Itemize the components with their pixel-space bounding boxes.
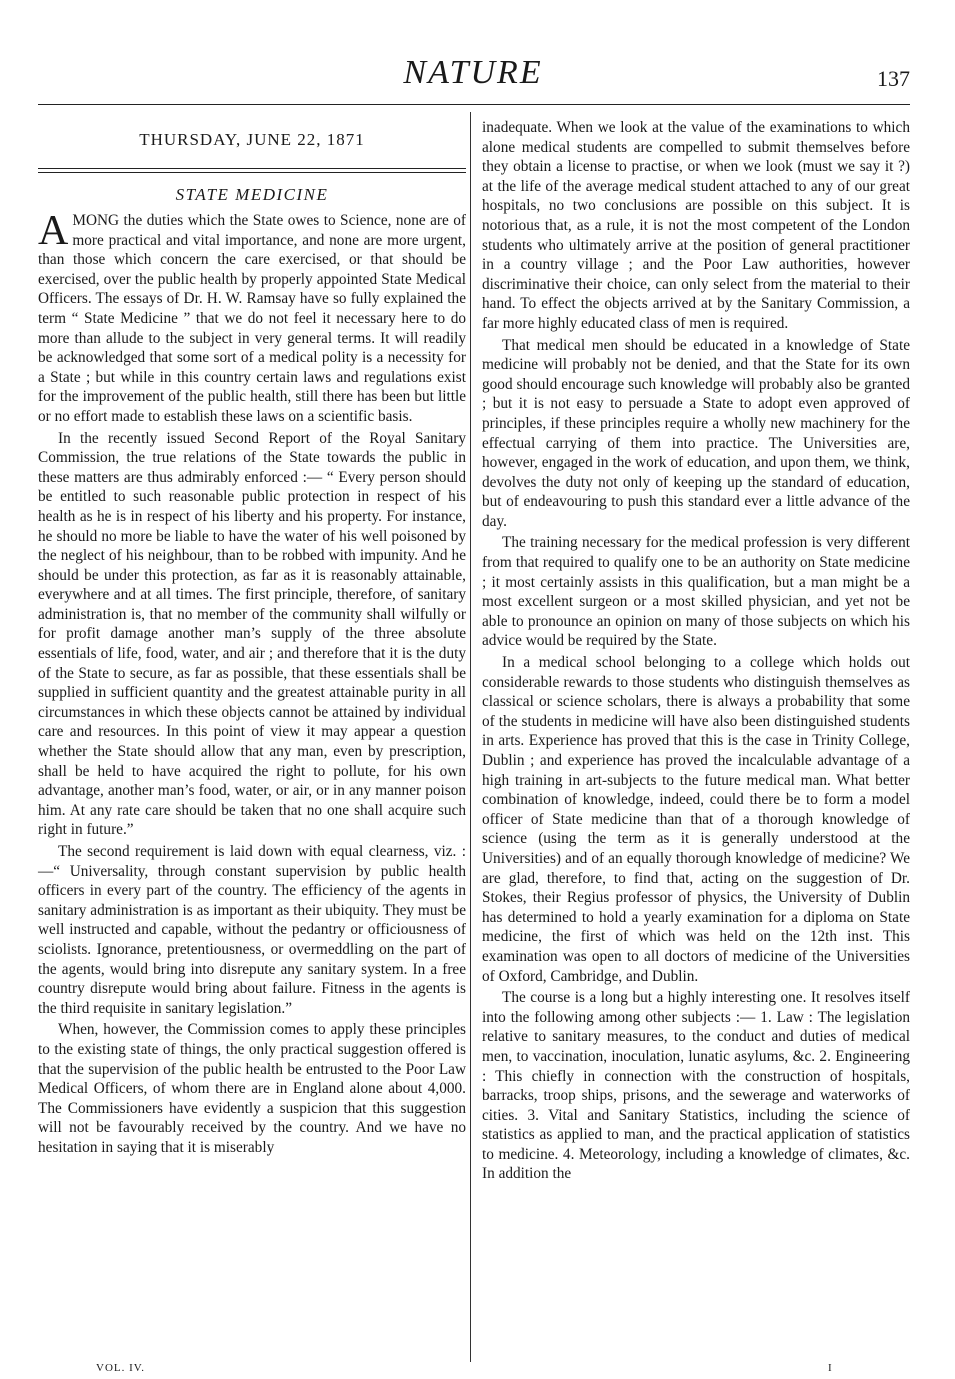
left-paragraph-2: In the recently issued Second Report of the Royal Sanitary Commission, the true relations of the State towards the public in these matters are thus admirably enforced :— “ Every person should be entitled to such reasonable public protection in respect of his health as he is in respect of his liberty and his property. For instance, he should no more be liable to have the water of his well poisoned by the neglect of his neighbour, than to be robbed with impunity. And he should be under this protection, as far as it is reasonably attainable, everywhere and at all times. The first principle, therefore, of sanitary administration is, that no member of the community shall wilfully or for profit damage another man’s supply of the three absolute essentials of life, food, water, and air ; and therefore that it is the duty of the State to secure, as far as possible, that these essentials shall be supplied in sufficient quantity and the greatest attainable purity in all circumstances in which these objects cannot be attained by individual care and resources. In this point of view it may appear a question whether the State should allow that any man, even by prescription, shall be held to have acquired the right to pollute, for his own advantage, another man’s food, water, or air, or in any manner poison him. At any rate care should be taken that no one shall acquire such right in future.” xyxy=(38,429,466,839)
signature-mark: I xyxy=(828,1362,832,1374)
left-column xyxy=(38,118,466,1158)
dateline: THURSDAY, JUNE 22, 1871 xyxy=(139,130,365,149)
right-paragraph-1: inadequate. When we look at the value of the examinations to which alone medical students are compelled to submit themselves before they obtain a license to practise, or when we look (must we say it ?) at the life of the average medical student attached to any of our great hospitals, no two conclusions are possible on this subject. It is notorious that, as a rule, it is not the most competent of the London students who ultimately arrive at the position of general practitioner in a country village ; and the Poor Law authorities, however discriminative their choice, can only select from the material to their hand. To effect the objects arrived at by the Sanitary Commission, a far more highly educated class of men is required. xyxy=(482,119,910,332)
left-paragraph-1-text: the duties which the State owes to Science, none are of more practical and vital importance, and none are more urgent, than those which concern the care exercised, or that should be exercised, over the public health by properly appointed State Medical Officers. The essays of Dr. H. W. Ramsay have so fully explained the term “ State Medicine ” that we do not feel it necessary here to do more than allude to the subject in very general terms. It will readily be acknowledged that some sort of a medical polity is a necessity for a State ; but while in this country certain laws and regulations exist for the improvement of the public health, still there has been but little or no effort made to establish these laws on a scientific basis. xyxy=(38,212,466,425)
drop-cap: A xyxy=(38,208,69,254)
right-paragraph-3: The training necessary for the medical profession is very different from that required to qualify one to be an authority on State medicine ; it most certainly assists in this qualification, but a man might be a most excellent surgeon or a most skilled physician, and yet not be able to pronounce an opinion on many of those subjects on which his advice would be required by the State. xyxy=(482,534,910,650)
right-paragraph-4: In a medical school belonging to a college which holds out considerable rewards to those students who distinguish themselves as classical or science scholars, there is always a probability that some of the students in medicine will have also been distinguished students in arts. Experience has proved that this is the case in Trinity College, Dublin ; and experience has proved the incalculable advantage of a high training in art-subjects to the future medical man. What better combination of knowledge, indeed, could there be to form a model officer of State medicine than that of a thorough knowledge of science (using the term as it is generally understood at the Universities) and of an equally thorough knowledge of medicine? We are glad, therefore, to find that, acting on the suggestion of Dr. Stokes, their Regius professor of physics, the University of Dublin has determined to hold a yearly examination for a diploma on State medicine, the first of which was held on the 12th inst. This examination was open to all doctors of medicine of the Universities of Oxford, Cambridge, and Dublin. xyxy=(482,654,910,985)
right-paragraph-5: The course is a long but a highly interesting one. It resolves itself into the following among other subjects :— 1. Law : The legislation relative to sanitary measures, to the conduct and duties of medical men, to vaccination, inoculation, lunatic asylums, &c. 2. Engineering : This chiefly in connection with the construction of hospitals, barracks, troop ships, prisons, and the sewerage and waterworks of cities. 3. Vital and Sanitary Statistics, including the science of statistics as applied to man, and the practical application of statistics to medicine. 4. Meteorology, including a knowledge of climates, &c. In addition the xyxy=(482,989,910,1183)
page-header xyxy=(38,52,908,112)
double-rule xyxy=(38,168,466,173)
header-rule xyxy=(38,104,910,105)
first-word: MONG xyxy=(72,212,120,229)
right-paragraph-2: That medical men should be educated in a knowledge of State medicine will probably not be denied, and that the State for its own good should encourage such knowledge will probably also be granted ; but it is not easy to persuade a State to adopt even approved of principles, if these principles require a wholly new machinery for the effectual carrying of them into practice. The Universities are, however, engaged in the work of education, and upon them, we think, devolves the duty not only of keeping up the standard of education, but of endeavouring to push this standard ever a little advance of the day. xyxy=(482,336,910,530)
journal-title: NATURE xyxy=(403,54,543,91)
left-paragraph-3: The second requirement is laid down with equal clearness, viz. :—“ Universality, through constant supervision by public health officers in every part of the country. The efficiency of the agents in sanitary administration is as important as their ubiquity. They must be well instructed and capable, without the pedantry or officiousness of sciolists. Ignorance, pretentiousness, or overmeddling on the part of the agents, would bring into disrepute any sanitary system. In a free country disrepute would bring about failure. Fitness in the agents is the third requisite in sanitary legislation.” xyxy=(38,843,466,1017)
column-divider xyxy=(470,112,471,1362)
page-number: 137 xyxy=(877,66,910,91)
left-paragraph-4: When, however, the Commission comes to apply these principles to the existing state of things, the only practical suggestion offered is that the supervision of the public health be entrusted to the Poor Law Medical Officers, of whom there are in England alone about 4,000. The Commissioners have evidently a suspicion that this suggestion will not be favourably received by the country. And we have no hesitation in saying that it is miserably xyxy=(38,1021,466,1156)
article-title: STATE MEDICINE xyxy=(175,185,329,204)
volume-label: VOL. IV. xyxy=(96,1362,146,1374)
right-column xyxy=(482,118,910,1184)
left-paragraph-1 xyxy=(38,208,466,427)
